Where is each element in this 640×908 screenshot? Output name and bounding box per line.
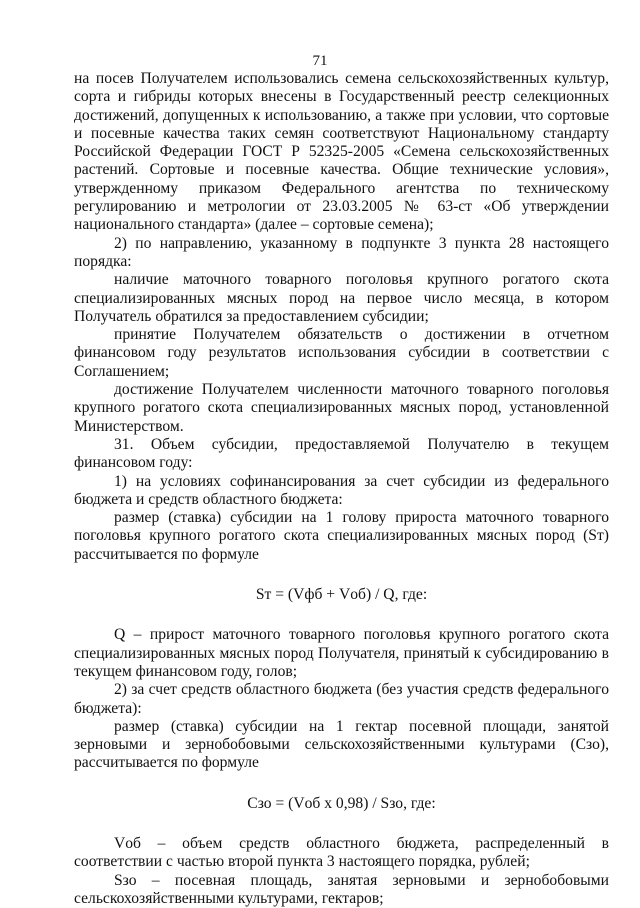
paragraph-subsidy-volume: 31. Объем субсидии, предоставляемой Получателю в текущем финансовом году: (74, 435, 609, 472)
paragraph-szo-definition: Sзо – посевная площадь, занятая зерновыми и зернобобовыми сельскохозяйственными культурами, гектаров; (74, 871, 609, 907)
formula-szo: Сзо = (Vоб х 0,98) / Sзо, где: (247, 794, 436, 812)
paragraph-vob-definition: Vоб – объем средств областного бюджета, распределенный в соответствии с частью второй пункта 3 настоящего порядка, рублей; (74, 834, 609, 871)
paragraph-seed-conditions: на посев Получателем использовались семена сельскохозяйственных культур, сорта и гибриды которых внесены в Государственный реестр селекционных достижений, допущенных к использованию, а также при условии, что сортовые и посевные качества таких семян соответствуют Национальному стандарту Российской Федерации ГОСТ Р 52325-2005 «Семена сельскохозяйственных растений. Сортовые и посевные качества. Общие технические условия», утвержденному приказом Федерального агентства по техническому регулированию и метрологии от 23.03.2005 № 63-ст «Об утверждении национального стандарта» (далее – сортовые семена); (74, 70, 609, 234)
paragraph-rate-per-hectare: размер (ставка) субсидии на 1 гектар посевной площади, занятой зерновыми и зернобобовыми сельскохозяйственными культурами (Сзо), рассчитывается по формуле (74, 717, 609, 772)
paragraph-livestock-target: достижение Получателем численности маточного товарного поголовья крупного рогатого скота специализированных мясных пород, установленной Министерством. (74, 381, 609, 435)
formula-st: Sт = (Vфб + Vоб) / Q, где: (255, 586, 428, 604)
paragraph-livestock-presence: наличие маточного товарного поголовья крупного рогатого скота специализированных мясных пород на первое число месяца, в котором Получатель обратился за предоставлением субсидии; (74, 271, 609, 325)
paragraph-direction-2: 2) по направлению, указанному в подпункте 3 пункта 28 настоящего порядка: (74, 234, 609, 270)
paragraph-obligations: принятие Получателем обязательств о достижении в отчетном финансовом году результатов использования субсидии в соответствии с Соглашением; (74, 326, 609, 380)
paragraph-q-definition: Q – прирост маточного товарного поголовья крупного рогатого скота специализированных мясных пород Получателя, принятый к субсидированию в текущем финансовом году, голов; (74, 626, 609, 680)
document-body (74, 70, 609, 908)
page-number: 71 (312, 53, 328, 69)
paragraph-rate-per-head: размер (ставка) субсидии на 1 голову прироста маточного товарного поголовья крупного рогатого скота специализированных мясных пород (Sт) рассчитывается по формуле (74, 509, 609, 563)
paragraph-cofinancing: 1) на условиях софинансирования за счет субсидии из федерального бюджета и средств областного бюджета: (74, 472, 609, 508)
paragraph-regional-budget: 2) за счет средств областного бюджета (без участия средств федерального бюджета): (74, 681, 609, 717)
